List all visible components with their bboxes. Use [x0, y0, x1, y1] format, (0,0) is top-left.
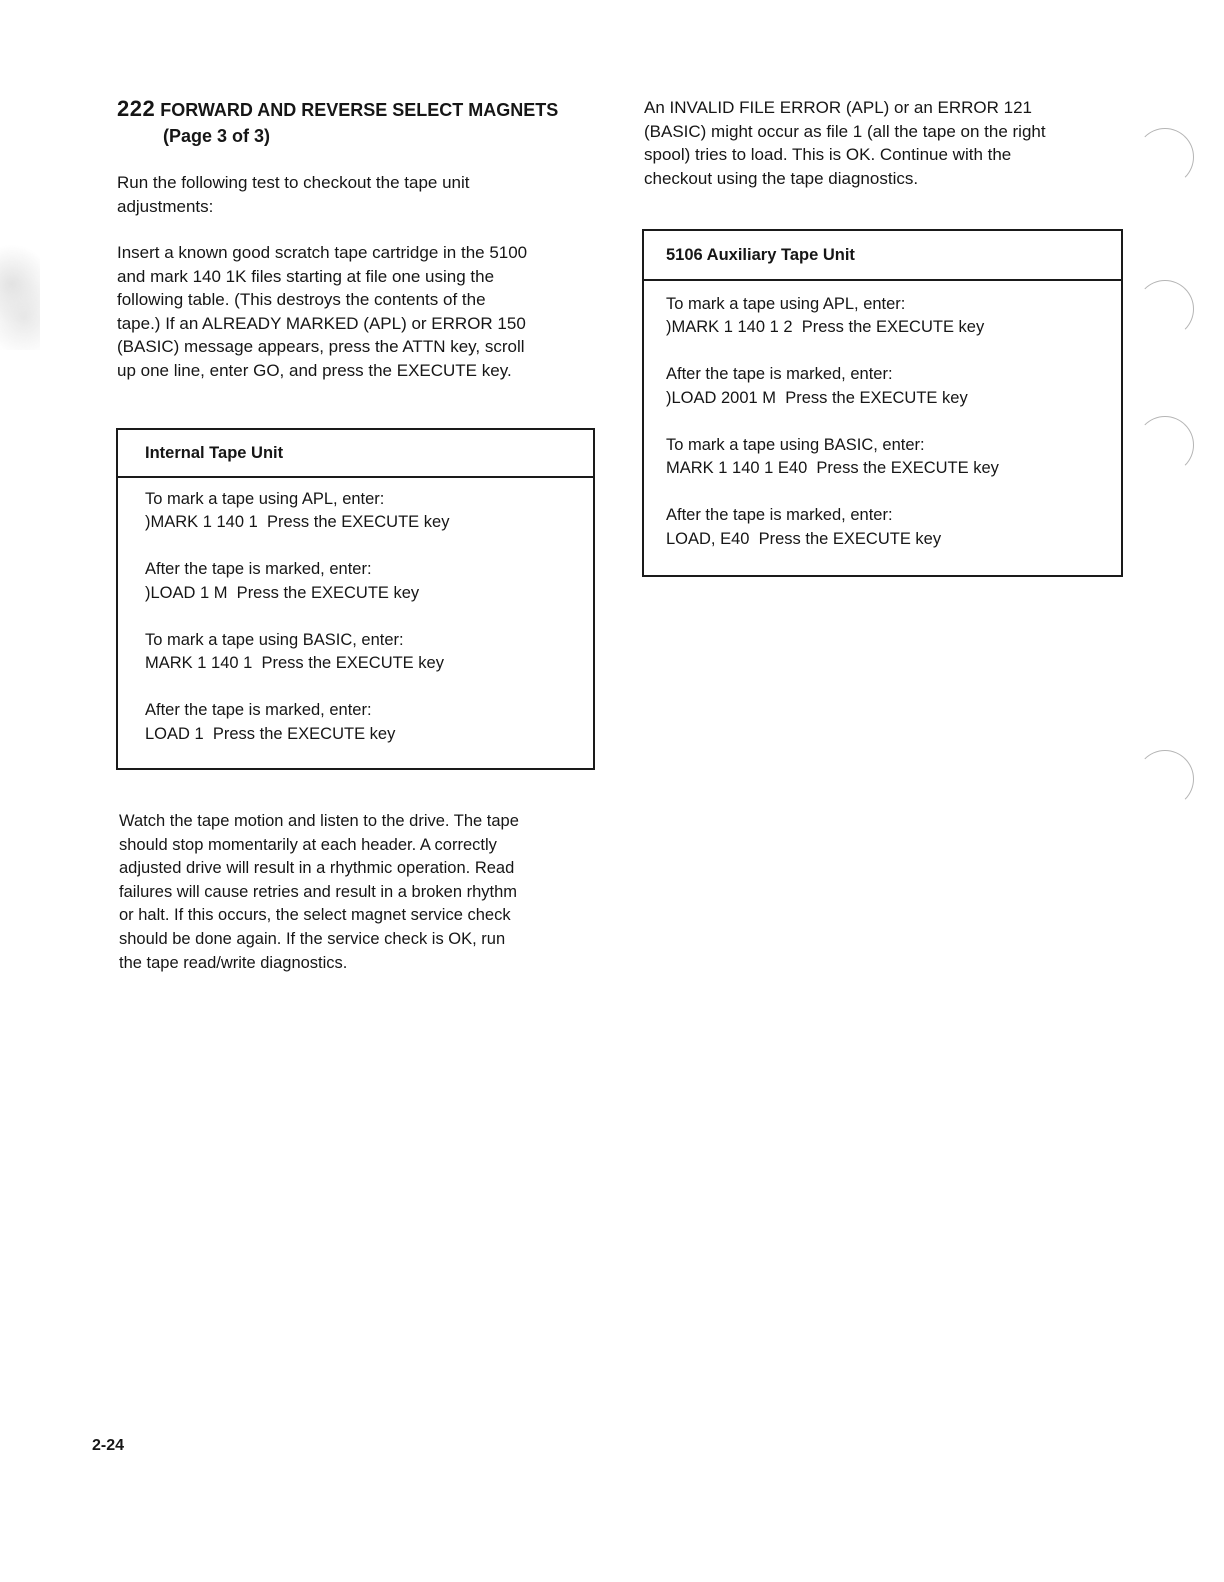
section-heading: [117, 96, 597, 149]
entry-label: After the tape is marked, enter:: [666, 365, 893, 384]
auxiliary-tape-unit-title: 5106 Auxiliary Tape Unit: [644, 231, 1121, 281]
entry-label: To mark a tape using APL, enter:: [145, 490, 385, 508]
section-title: FORWARD AND REVERSE SELECT MAGNETS: [160, 100, 559, 120]
entry-label: To mark a tape using BASIC, enter:: [666, 435, 925, 454]
aux-entry-basic-mark: [666, 434, 1121, 481]
scan-speckle: [0, 240, 40, 350]
entry-label: To mark a tape using APL, enter:: [666, 295, 906, 313]
binder-hole-arc: [1136, 128, 1194, 186]
internal-entry-apl-load: [145, 558, 593, 605]
binder-hole-arc: [1136, 416, 1194, 474]
internal-tape-unit-title: Internal Tape Unit: [118, 430, 593, 478]
entry-label: After the tape is marked, enter:: [145, 560, 372, 579]
entry-command: )MARK 1 140 1 2 Press the EXECUTE key: [666, 318, 985, 337]
entry-label: After the tape is marked, enter:: [666, 506, 893, 525]
internal-entry-basic-mark: [145, 629, 593, 676]
entry-command: )LOAD 1 M Press the EXECUTE key: [145, 583, 420, 602]
binder-hole-arc: [1136, 280, 1194, 338]
intro-paragraph: Run the following test to checkout the tape unit adjustments:: [117, 173, 470, 216]
entry-command: MARK 1 140 1 Press the EXECUTE key: [145, 654, 444, 673]
auxiliary-tape-unit-body: [644, 281, 1121, 551]
entry-command: MARK 1 140 1 E40 Press the EXECUTE key: [666, 459, 999, 478]
page-number: 2-24: [92, 1437, 125, 1454]
error-note: An INVALID FILE ERROR (APL) or an ERROR 121 (BASIC) might occur as file 1 (all the tape on the right spool) tries to load. This is OK. Continue with the checkout using the tape diagnostics.: [644, 98, 1046, 188]
watch-instructions: Watch the tape motion and listen to the drive. The tape should stop momentarily at each header. A correctly adjusted drive will result in a rhythmic operation. Read failures will cause retries and result in a broken rhythm or halt. If this occurs, the select magnet service check should be done again. If the service check is OK, run the tape read/write diagnostics.: [119, 812, 519, 972]
entry-command: LOAD, E40 Press the EXECUTE key: [666, 529, 942, 548]
entry-command: )MARK 1 140 1 Press the EXECUTE key: [145, 513, 450, 532]
right-column: [644, 96, 1124, 190]
internal-entry-basic-load: [145, 699, 593, 746]
entry-label: To mark a tape using BASIC, enter:: [145, 630, 404, 649]
insert-instructions: Insert a known good scratch tape cartridge in the 5100 and mark 140 1K files starting at file one using the following table. (This destroys the contents of the tape.) If an ALREADY MARKED (APL) or ERROR 150 (BASIC) message appears, press the ATTN key, scroll up one line, enter GO, and press the EXECUTE key.: [117, 243, 528, 380]
auxiliary-tape-unit-box: [642, 229, 1123, 577]
page-indicator: (Page 3 of 3): [163, 126, 271, 146]
internal-tape-unit-box: [116, 428, 595, 770]
internal-tape-unit-body: [118, 478, 593, 746]
entry-label: After the tape is marked, enter:: [145, 701, 372, 720]
internal-entry-apl-mark: [145, 488, 593, 535]
aux-entry-basic-load: [666, 504, 1121, 551]
section-number: 222: [117, 96, 156, 121]
binder-hole-arc: [1136, 750, 1194, 808]
left-column: [117, 96, 597, 382]
entry-command: )LOAD 2001 M Press the EXECUTE key: [666, 388, 968, 407]
aux-entry-apl-load: [666, 363, 1121, 410]
entry-command: LOAD 1 Press the EXECUTE key: [145, 724, 396, 743]
aux-entry-apl-mark: [666, 293, 1121, 340]
